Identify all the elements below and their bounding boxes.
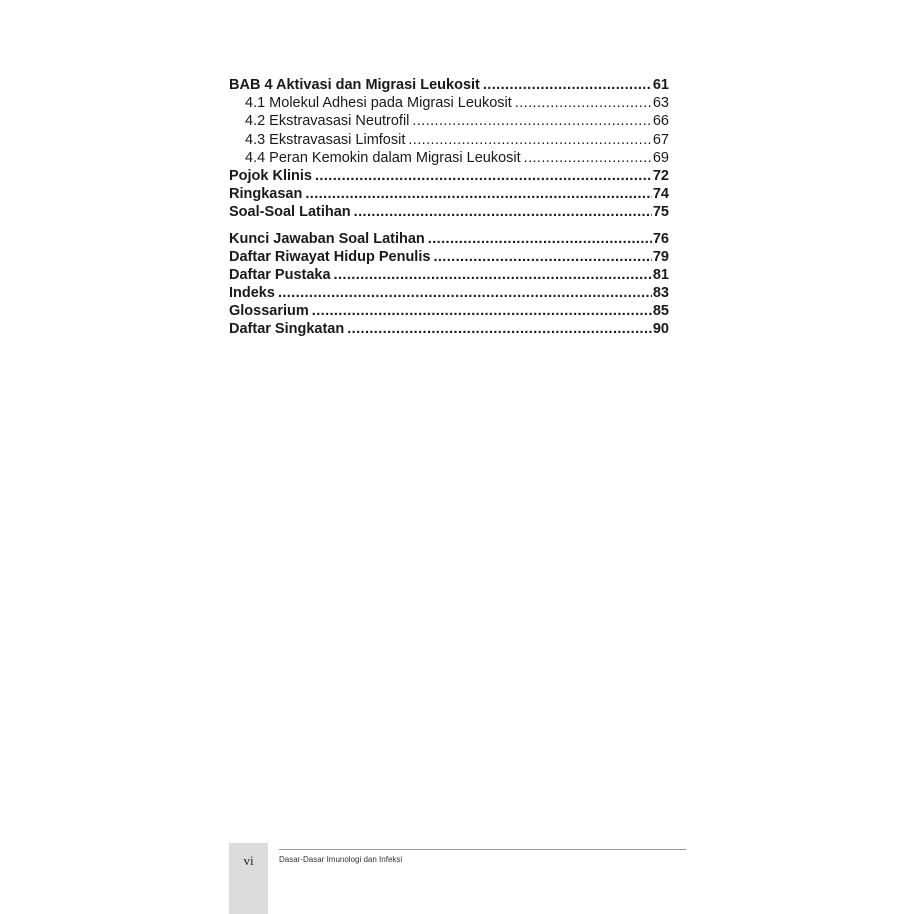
toc-entry-riwayat-hidup: [229, 248, 669, 266]
running-footer-title: Dasar-Dasar Imunologi dan Infeksi: [279, 855, 403, 864]
toc-dot-leader: [408, 131, 651, 149]
toc-entry-title: Ringkasan: [229, 186, 303, 203]
toc-dot-leader: [524, 149, 652, 167]
toc-entry-page: 79: [652, 248, 669, 265]
toc-entry-title: 4.2 Ekstravasasi Neutrofil: [245, 113, 410, 130]
toc-entry-page: 85: [652, 303, 669, 320]
toc-entry-page: 75: [652, 204, 669, 221]
footer-divider: [279, 849, 686, 850]
toc-entry-kunci-jawaban: [229, 230, 669, 248]
toc-entry-page: 83: [652, 285, 669, 302]
toc-dot-leader: [412, 112, 651, 130]
toc-dot-leader: [305, 185, 652, 203]
toc-entry-pojok-klinis: [229, 167, 669, 185]
toc-dot-leader: [278, 284, 652, 302]
page-number: vi: [243, 853, 254, 868]
toc-entry-page: 76: [652, 230, 669, 247]
toc-entry-4-4: [229, 149, 669, 167]
toc-dot-leader: [347, 320, 652, 338]
toc-entry-bab-4: [229, 76, 669, 94]
toc-entry-title: Kunci Jawaban Soal Latihan: [229, 230, 425, 247]
toc-dot-leader: [315, 167, 652, 185]
toc-dot-leader: [428, 230, 652, 248]
toc-dot-leader: [483, 76, 652, 94]
toc-entry-title: 4.1 Molekul Adhesi pada Migrasi Leukosit: [245, 95, 512, 112]
toc-entry-page: 90: [652, 321, 669, 338]
toc-dot-leader: [334, 266, 652, 284]
toc-entry-title: 4.4 Peran Kemokin dalam Migrasi Leukosit: [245, 149, 521, 166]
toc-entry-page: 67: [652, 131, 669, 148]
footer-page-tab: [229, 843, 268, 914]
toc-entry-page: 63: [652, 95, 669, 112]
toc-entry-page: 66: [652, 113, 669, 130]
toc-entry-title: Pojok Klinis: [229, 167, 312, 184]
toc-entry-title: Daftar Singkatan: [229, 321, 345, 338]
toc-dot-leader: [515, 94, 652, 112]
toc-entry-title: BAB 4 Aktivasi dan Migrasi Leukosit: [229, 77, 480, 93]
toc-entry-daftar-pustaka: [229, 266, 669, 284]
table-of-contents: [229, 76, 669, 339]
toc-entry-soal-latihan: [229, 203, 669, 221]
toc-entry-page: 69: [652, 149, 669, 166]
toc-entry-page: 61: [652, 77, 669, 93]
toc-entry-4-3: [229, 131, 669, 149]
toc-entry-title: Daftar Pustaka: [229, 266, 331, 283]
toc-entry-indeks: [229, 284, 669, 302]
toc-dot-leader: [312, 302, 652, 320]
toc-dot-leader: [433, 248, 651, 266]
toc-entry-ringkasan: [229, 185, 669, 203]
toc-entry-4-2: [229, 112, 669, 130]
toc-entry-page: 81: [652, 266, 669, 283]
toc-dot-leader: [354, 203, 652, 221]
toc-entry-title: Indeks: [229, 285, 275, 302]
toc-entry-title: 4.3 Ekstravasasi Limfosit: [245, 131, 406, 148]
toc-entry-title: Soal-Soal Latihan: [229, 204, 351, 221]
toc-entry-daftar-singkatan: [229, 320, 669, 338]
toc-entry-glossarium: [229, 302, 669, 320]
toc-entry-title: Daftar Riwayat Hidup Penulis: [229, 248, 431, 265]
toc-entry-title: Glossarium: [229, 303, 309, 320]
toc-entry-4-1: [229, 94, 669, 112]
toc-entry-page: 72: [652, 167, 669, 184]
toc-entry-page: 74: [652, 186, 669, 203]
